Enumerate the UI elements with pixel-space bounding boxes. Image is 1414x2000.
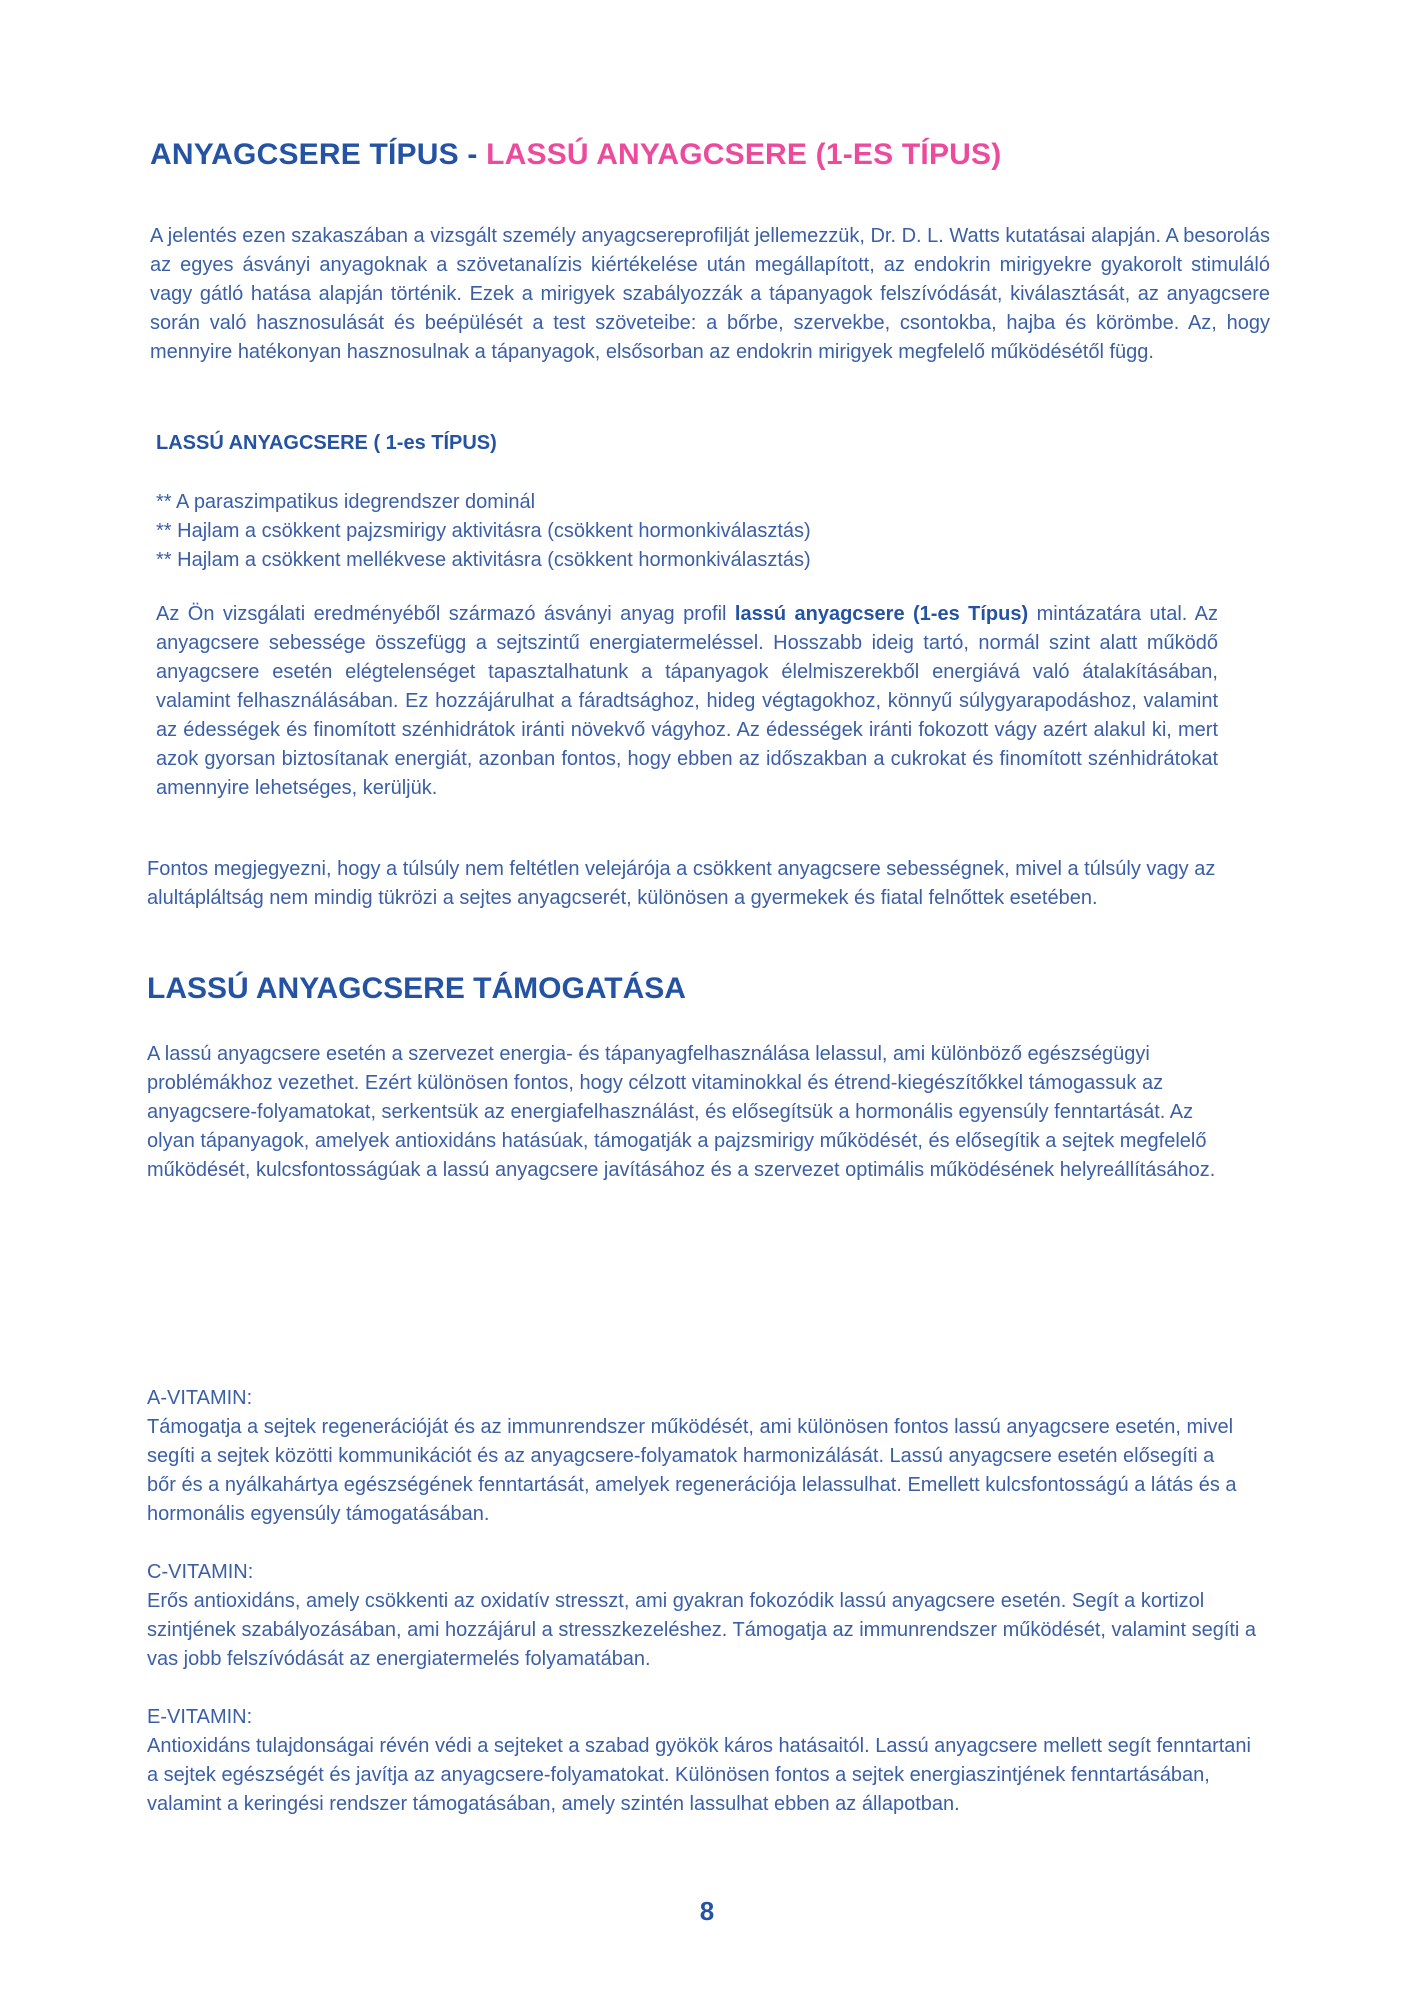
profile-text-before: Az Ön vizsgálati eredményéből származó ásványi anyag profil [156, 603, 735, 625]
trait-item: ** Hajlam a csökkent mellékvese aktivitásra (csökkent hormonkiválasztás) [156, 549, 811, 571]
vitamin-c-label: C-VITAMIN: [147, 1561, 254, 1583]
support-heading: LASSÚ ANYAGCSERE TÁMOGATÁSA [147, 972, 686, 1005]
traits-list [156, 488, 1256, 575]
trait-item: ** A paraszimpatikus idegrendszer dominál [156, 491, 536, 513]
vitamin-a-label: A-VITAMIN: [147, 1387, 253, 1409]
support-paragraph: A lassú anyagcsere esetén a szervezet energia- és tápanyagfelhasználása lelassul, ami különböző egészségügyi problémákhoz vezethet. Ezért különösen fontos, hogy célzott vitaminokkal és étrend-kiegészítőkkel támogassuk az anyagcsere-folyamatokat, serkentsük az energiafelhasználást, és elősegítsük a hormonális egyensúly fenntartását. Az olyan tápanyagok, amelyek antioxidáns hatásúak, támogatják a pajzsmirigy működését, és elősegítik a sejtek megfelelő működését, kulcsfontosságúak a lassú anyagcsere javításához és a szervezet optimális működésének helyreállításához. [147, 1043, 1216, 1181]
title-part-metabolism-type: ANYAGCSERE TÍPUS - [150, 138, 487, 171]
intro-paragraph: A jelentés ezen szakaszában a vizsgált személy anyagcsereprofilját jellemezzük, Dr. D. L. Watts kutatásai alapján. A besorolás az egyes ásványi anyagoknak a szövetanalízis kiértékelése után megállapított, az endokrin mirigyekre gyakorolt stimuláló vagy gátló hatása alapján történik. Ezek a mirigyek szabályozzák a tápanyagok felszívódását, kiválasztását, az anyagcsere során való hasznosulását és beépülését a test szöveteibe: a bőrbe, szervekbe, csontokba, hajba és körömbe. Az, hogy mennyire hatékonyan hasznosulnak a tápanyagok, elsősorban az endokrin mirigyek megfelelő működésétől függ. [150, 225, 1270, 363]
profile-paragraph [156, 600, 1218, 803]
vitamin-c-section [147, 1558, 1267, 1674]
page-title [150, 138, 1001, 172]
vitamin-a-section [147, 1384, 1237, 1529]
trait-item: ** Hajlam a csökkent pajzsmirigy aktivitásra (csökkent hormonkiválasztás) [156, 520, 811, 542]
vitamin-e-label: E-VITAMIN: [147, 1706, 253, 1728]
vitamin-a-text: Támogatja a sejtek regenerációját és az immunrendszer működését, ami különösen fontos lassú anyagcsere esetén, mivel segíti a sejtek közötti kommunikációt és az anyagcsere-folyamatok harmonizálását. Lassú anyagcsere esetén elősegíti a bőr és a nyálkahártya egészségének fenntartását, amelyek regenerációja lelassulhat. Emellett kulcsfontosságú a látás és a hormonális egyensúly támogatásában. [147, 1416, 1237, 1525]
profile-highlight: lassú anyagcsere (1-es Típus) [734, 603, 1029, 625]
vitamin-e-text: Antioxidáns tulajdonságai révén védi a sejteket a szabad gyökök káros hatásaitól. Lassú anyagcsere mellett segít fenntartani a sejtek egészségét és javítja az anyagcsere-folyamatokat. Különösen fontos a sejtek energiaszintjének fenntartásában, valamint a keringési rendszer támogatásában, amely szintén lassulhat ebben az állapotban. [147, 1735, 1251, 1815]
slow-metabolism-subheading: LASSÚ ANYAGCSERE ( 1-es TÍPUS) [156, 432, 497, 454]
vitamin-e-section [147, 1703, 1267, 1819]
note-paragraph: Fontos megjegyezni, hogy a túlsúly nem feltétlen velejárója a csökkent anyagcsere sebességnek, mivel a túlsúly vagy az alultápláltság nem mindig tükrözi a sejtes anyagcserét, különösen a gyermekek és fiatal felnőttek esetében. [147, 858, 1216, 909]
profile-text-after: mintázatára utal. Az anyagcsere sebessége összefügg a sejtszintű energiatermeléssel. Hosszabb ideig tartó, normál szint alatt működő anyagcsere esetén elégtelenséget tapasztalhatunk a tápanyagok élelmiszerekből energiává való átalakításában, valamint felhasználásában. Ez hozzájárulhat a fáradtsághoz, hideg végtagokhoz, könnyű súlygyarapodáshoz, valamint az édességek és finomított szénhidrátok iránti növekvő vágyhoz. Az édességek iránti fokozott vágy azért alakul ki, mert azok gyorsan biztosítanak energiát, azonban fontos, hogy ebben az időszakban a cukrokat és finomított szénhidrátokat amennyire lehetséges, kerüljük. [156, 603, 1218, 799]
page-number: 8 [699, 1896, 715, 1926]
vitamin-c-text: Erős antioxidáns, amely csökkenti az oxidatív stresszt, ami gyakran fokozódik lassú anyagcsere esetén. Segít a kortizol szintjének szabályozásában, ami hozzájárul a stresszkezeléshez. Támogatja az immunrendszer működését, valamint segíti a vas jobb felszívódását az energiatermelés folyamatában. [147, 1590, 1257, 1670]
title-part-slow-metabolism: LASSÚ ANYAGCSERE (1-ES TÍPUS) [486, 138, 1002, 171]
